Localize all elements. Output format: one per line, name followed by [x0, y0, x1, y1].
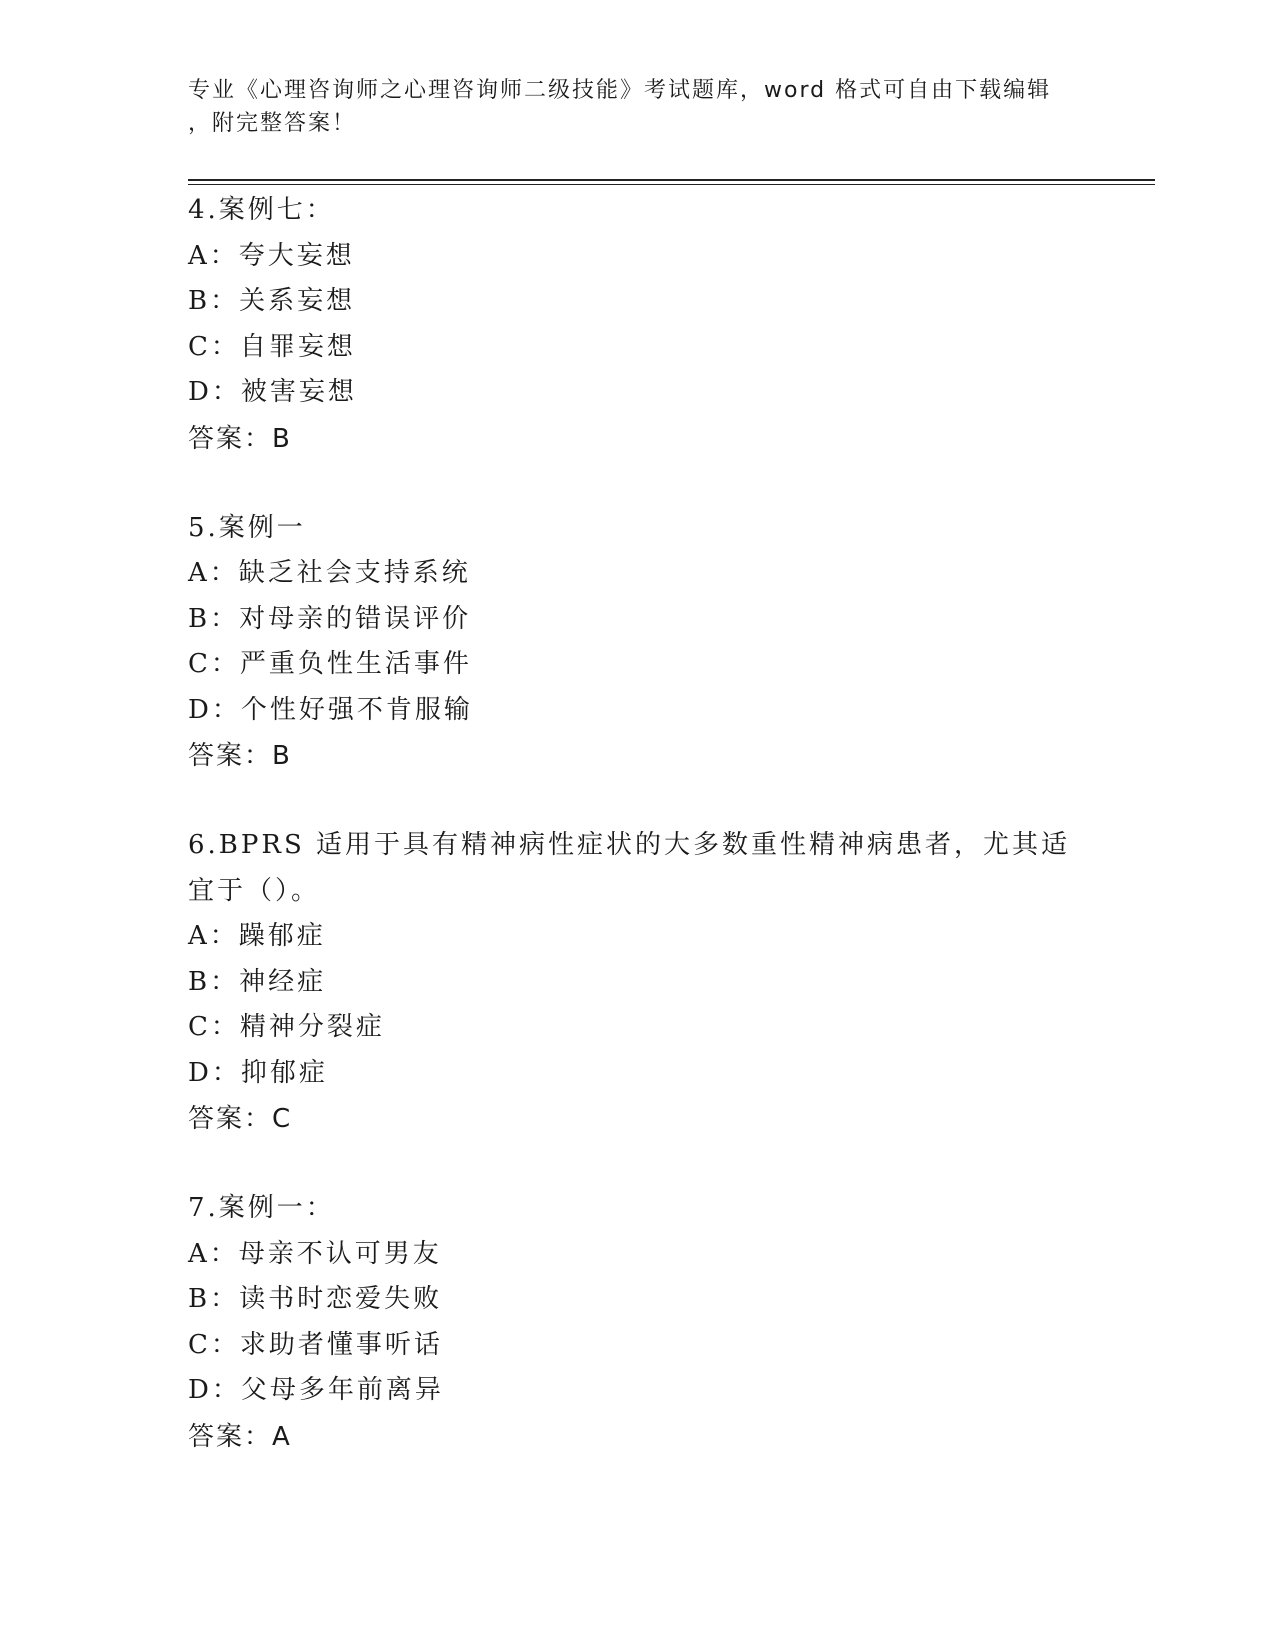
option-a: A：夸大妄想	[188, 240, 355, 271]
option-d: D：个性好强不肯服输	[188, 694, 473, 725]
option-d: D：抑郁症	[188, 1057, 328, 1088]
question-text: 4.案例七：	[188, 195, 335, 225]
option-a: A：缺乏社会支持系统	[188, 558, 471, 588]
question-list	[188, 188, 1088, 1504]
option-b: B：读书时恋爱失败	[188, 1284, 443, 1314]
question-text: 6.BPRS 适用于具有精神病性症状的大多数重性精神病患者，尤其适宜于（）。	[188, 830, 1071, 906]
question-text: 5.案例一	[188, 512, 306, 543]
option-a: A：躁郁症	[188, 921, 326, 951]
header-divider-thick	[188, 179, 1155, 181]
header-line-1: 专业《心理咨询师之心理咨询师二级技能》考试题库，word 格式可自由下载编辑	[188, 78, 1052, 103]
question-item	[188, 1186, 1088, 1460]
option-c: C：严重负性生活事件	[188, 649, 472, 679]
option-b: B：关系妄想	[188, 286, 356, 316]
question-text: 7.案例一：	[188, 1193, 335, 1223]
answer-line: 答案：A	[188, 1421, 292, 1452]
question-item	[188, 188, 1088, 462]
answer-line: 答案：B	[188, 741, 292, 771]
document-header	[188, 74, 1088, 140]
answer-line: 答案：C	[188, 1104, 293, 1134]
header-divider-thin	[188, 184, 1155, 185]
option-c: C：自罪妄想	[188, 331, 356, 362]
option-b: B：对母亲的错误评价	[188, 603, 472, 634]
option-c: C：精神分裂症	[188, 1012, 385, 1042]
option-d: D：父母多年前离异	[188, 1375, 444, 1405]
option-b: B：神经症	[188, 966, 327, 997]
question-item	[188, 506, 1088, 780]
option-a: A：母亲不认可男友	[188, 1238, 442, 1269]
option-c: C：求助者懂事听话	[188, 1329, 443, 1360]
option-d: D：被害妄想	[188, 377, 357, 407]
question-item	[188, 823, 1088, 1142]
header-line-2: ，附完整答案！	[188, 111, 357, 136]
answer-line: 答案：B	[188, 423, 292, 454]
